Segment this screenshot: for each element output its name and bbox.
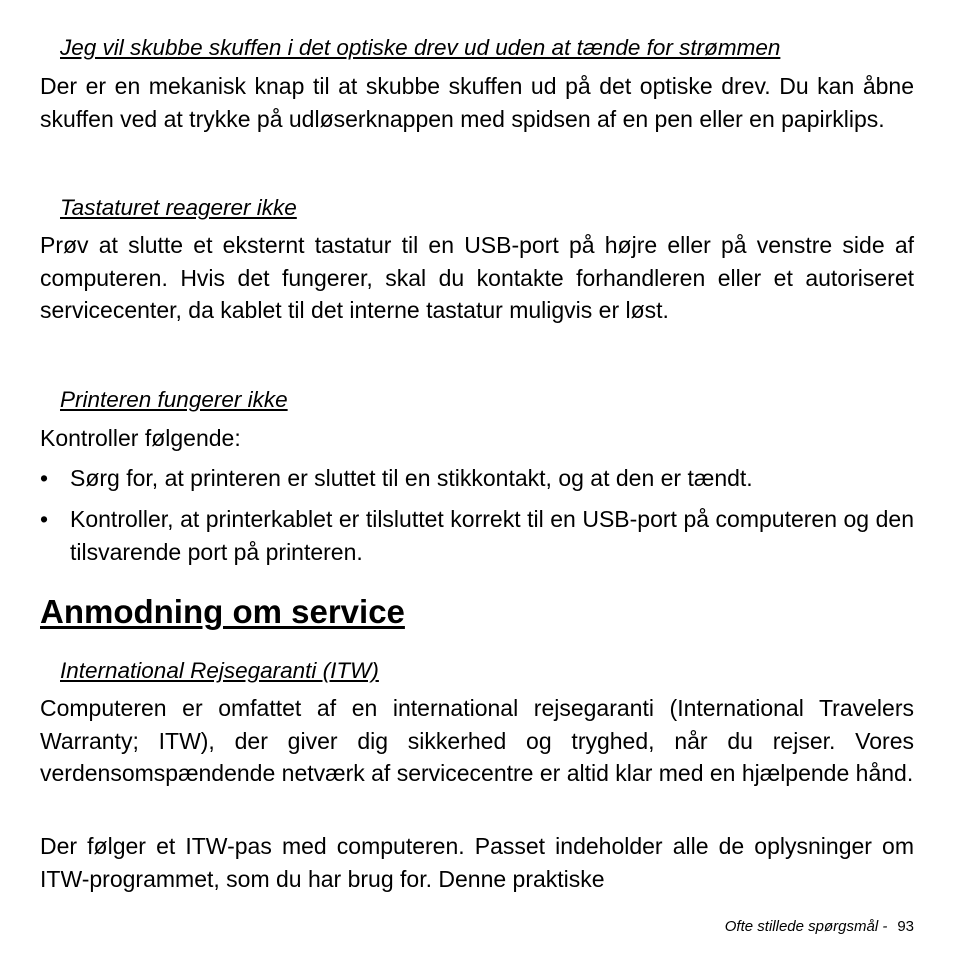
bullet-icon: •: [40, 465, 49, 491]
heading-itw: International Rejsegaranti (ITW): [60, 658, 379, 683]
list-item-text: Kontroller, at printerkablet er tilsluttet korrekt til en USB-port på computeren og den tilsvarende port på printeren.: [70, 506, 914, 565]
page-number: 93: [897, 918, 914, 935]
paragraph-printer-intro: Kontroller følgende:: [40, 425, 241, 451]
heading-keyboard: Tastaturet reagerer ikke: [60, 195, 297, 220]
bullet-icon: •: [40, 506, 49, 532]
list-item: [40, 462, 914, 495]
heading-optical-drive: Jeg vil skubbe skuffen i det optiske drev ud uden at tænde for strømmen: [60, 35, 781, 60]
paragraph-keyboard: Prøv at slutte et eksternt tastatur til en USB-port på højre eller på venstre side af computeren. Hvis det fungerer, skal du kontakte forhandleren eller et autoriseret servicecenter, da kablet til det interne tastatur muligvis er løst.: [40, 232, 914, 323]
paragraph-optical-drive: Der er en mekanisk knap til at skubbe skuffen ud på det optiske drev. Du kan åbne skuffen ved at trykke på udløserknappen med spidsen af en pen eller en papirklips.: [40, 73, 914, 132]
heading-printer: Printeren fungerer ikke: [60, 387, 288, 412]
document-page: [40, 0, 914, 954]
paragraph-itw-1: Computeren er omfattet af en international rejsegaranti (International Travelers Warranty; ITW), der giver dig sikkerhed og tryghed, når du rejser. Vores verdensomspændende netværk af servicecentre er altid klar med en hjælpende hånd.: [40, 695, 914, 786]
list-item: [40, 503, 914, 568]
list-item-text: Sørg for, at printeren er sluttet til en stikkontakt, og at den er tændt.: [70, 465, 753, 491]
section-title: Anmodning om service: [40, 593, 405, 630]
paragraph-itw-2: Der følger et ITW-pas med computeren. Passet indeholder alle de oplysninger om ITW-programmet, som du har brug for. Denne praktiske: [40, 833, 914, 892]
footer-label: Ofte stillede spørgsmål -: [724, 918, 888, 935]
page-footer: [725, 917, 914, 937]
